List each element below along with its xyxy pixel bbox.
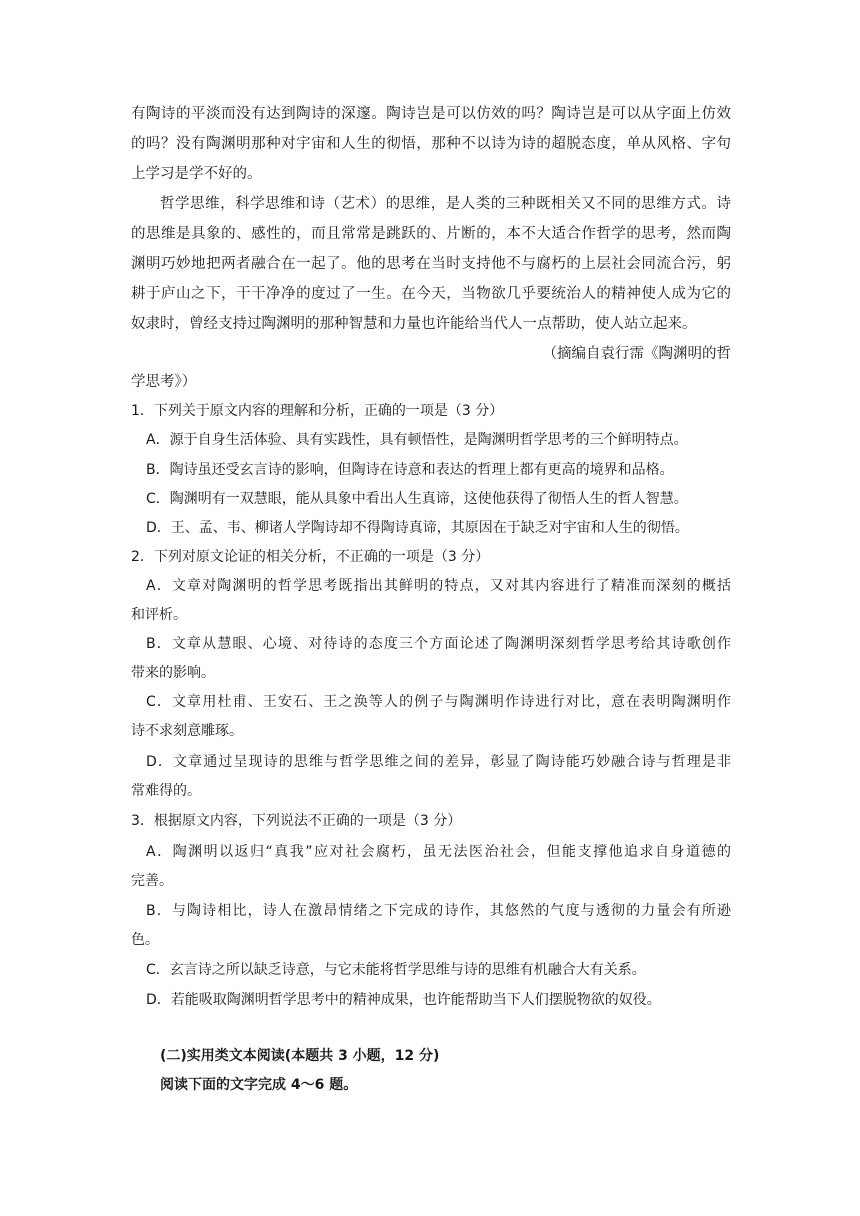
option-a-cont: 完善。 [131,873,173,889]
passage-line: 的思维是具象的、感性的，而且常常是跳跃的、片断的，本不大适合作哲学的思考，然而陶 [131,226,731,242]
option-a-cont: 和评析。 [131,607,187,623]
question-stem: 1．下列关于原文内容的理解和分析，正确的一项是（3 分） [131,403,504,419]
passage-line: 哲学思维，科学思维和诗（艺术）的思维，是人类的三种既相关又不同的思维方式。诗 [160,196,731,212]
section-instruction: 阅读下面的文字完成 4～6 题。 [160,1077,358,1093]
option-d: D．文章通过呈现诗的思维与哲学思维之间的差异，彰显了陶诗能巧妙融合诗与哲理是非 [146,754,731,770]
option-b: B．与陶诗相比，诗人在激昂情绪之下完成的诗作，其悠然的气度与透彻的力量会有所逊 [146,903,731,919]
option-c: C．文章用杜甫、王安石、王之涣等人的例子与陶渊明作诗进行对比，意在表明陶渊明作 [146,694,731,710]
option-d: D．王、孟、韦、柳诸人学陶诗却不得陶诗真谛，其原因在于缺乏对宇宙和人生的彻悟。 [146,520,689,536]
passage-line: 渊明巧妙地把两者融合在一起了。他的思考在当时支持他不与腐朽的上层社会同流合污，躬 [131,256,731,272]
option-b-cont: 色。 [131,932,159,948]
option-b: B．陶诗虽还受玄言诗的影响，但陶诗在诗意和表达的哲理上都有更高的境界和品格。 [146,462,674,478]
passage-line: 奴隶时，曾经支持过陶渊明的那种智慧和力量也许能给当代人一点帮助，使人站立起来。 [131,316,697,332]
question-stem: 3．根据原文内容，下列说法不正确的一项是（3 分） [131,813,462,829]
option-c-cont: 诗不求刻意雕琢。 [131,723,243,739]
option-c: C．玄言诗之所以缺乏诗意，与它未能将哲学思维与诗的思维有机融合大有关系。 [146,962,646,978]
option-b-cont: 带来的影响。 [131,665,215,681]
option-a: A．文章对陶渊明的哲学思考既指出其鲜明的特点，又对其内容进行了精准而深刻的概括 [146,578,731,594]
option-c: C．陶渊明有一双慧眼，能从具象中看出人生真谛，这使他获得了彻悟人生的哲人智慧。 [146,491,688,507]
passage-line: 有陶诗的平淡而没有达到陶诗的深邃。陶诗岂是可以仿效的吗？陶诗岂是可以从字面上仿效 [131,106,731,122]
passage-line: 的吗？没有陶渊明那种对宇宙和人生的彻悟，那种不以诗为诗的超脱态度，单从风格、字句 [131,136,731,152]
option-d: D．若能吸取陶渊明哲学思考中的精神成果，也许能帮助当下人们摆脱物欲的奴役。 [146,992,661,1008]
passage-line: 耕于庐山之下，干干净净的度过了一生。在今天，当物欲几乎要统治人的精神使人成为它的 [131,286,731,302]
section-heading: (二)实用类文本阅读(本题共 3 小题，12 分) [160,1048,440,1064]
option-a: A．陶渊明以返归“真我”应对社会腐朽，虽无法医治社会，但能支撑他追求自身道德的 [146,844,731,860]
option-a: A．源于自身生活体验、具有实践性，具有顿悟性，是陶渊明哲学思考的三个鲜明特点。 [146,432,688,448]
question-stem: 2．下列对原文论证的相关分析，不正确的一项是（3 分） [131,549,490,565]
option-b: B．文章从慧眼、心境、对待诗的态度三个方面论述了陶渊明深刻哲学思考给其诗歌创作 [146,636,731,652]
option-d-cont: 常难得的。 [131,783,201,799]
source-citation: （摘编自袁行霈《陶渊明的哲 [542,346,731,362]
passage-line: 上学习是学不好的。 [131,166,262,182]
source-citation: 学思考》） [131,374,197,390]
